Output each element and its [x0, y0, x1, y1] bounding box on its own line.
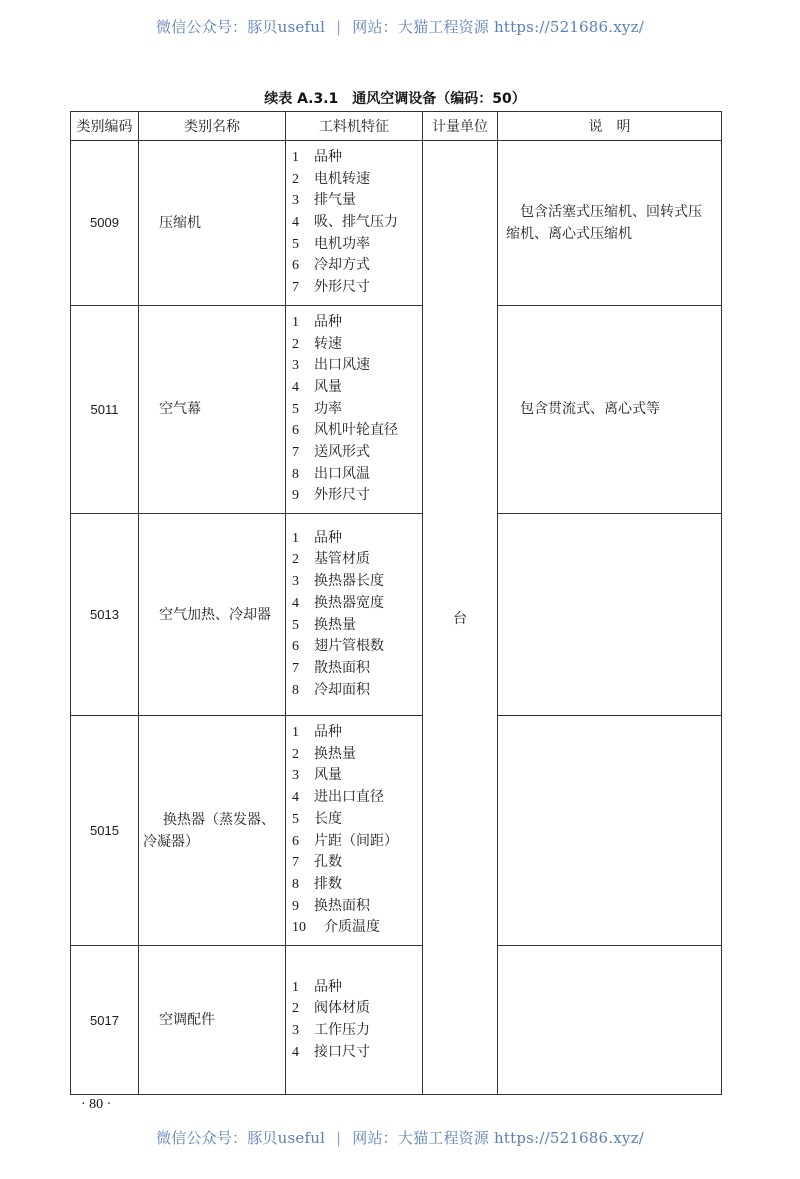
spec-table: [70, 111, 722, 1095]
feature-item: 6 翅片管根数: [292, 638, 384, 655]
feature-item: 4 换热器宽度: [292, 594, 384, 611]
watermark-bottom: [0, 1127, 800, 1148]
category-code: 5017: [71, 946, 139, 1095]
feature-item: 8 排数: [292, 875, 342, 892]
feature-item: 2 阀体材质: [292, 1000, 370, 1017]
table-row: [71, 514, 722, 716]
feature-item: 5 电机功率: [292, 235, 370, 252]
table-row: [71, 946, 722, 1095]
feature-item: 5 长度: [292, 810, 342, 827]
category-code: 5009: [71, 141, 139, 306]
watermark-website: 网站：大猫工程资源 https://521686.xyz/: [352, 1129, 644, 1147]
feature-item: 3 工作压力: [292, 1022, 370, 1038]
feature-item: 9 换热面积: [292, 897, 370, 914]
features-list: [292, 528, 418, 702]
feature-item: 3 换热器长度: [292, 573, 384, 590]
table-header-row: [71, 112, 722, 141]
watermark-separator: |: [336, 1129, 342, 1147]
feature-item: 2 换热量: [292, 745, 356, 762]
feature-item: 4 进出口直径: [292, 789, 384, 806]
features-cell: [286, 946, 423, 1095]
feature-item: 3 排气量: [292, 192, 356, 209]
watermark-website: 网站：大猫工程资源 https://521686.xyz/: [352, 18, 644, 36]
feature-item: 2 电机转速: [292, 170, 370, 187]
header-code: 类别编码: [71, 112, 139, 141]
header-unit: 计量单位: [423, 112, 498, 141]
feature-item: 7 送风形式: [292, 443, 370, 460]
category-name: 空气幕: [139, 305, 286, 513]
table-row: [71, 716, 722, 946]
feature-item: 8 冷却面积: [292, 681, 370, 698]
feature-item: 7 孔数: [292, 854, 342, 871]
unit-cell: 台: [423, 141, 498, 1095]
feature-item: 2 基管材质: [292, 551, 370, 568]
feature-item: 7 外形尺寸: [292, 279, 370, 296]
feature-item: 3 出口风速: [292, 357, 370, 374]
header-features: 工料机特征: [286, 112, 423, 141]
note-cell: [498, 716, 722, 946]
feature-item: 5 功率: [292, 400, 342, 417]
table-row: [71, 141, 722, 306]
category-name: 压缩机: [139, 141, 286, 306]
features-list: [292, 977, 418, 1064]
watermark-wechat: 微信公众号：豚贝useful: [156, 18, 326, 36]
note-cell: [498, 946, 722, 1095]
category-name: 空气加热、冷却器: [139, 514, 286, 716]
note-cell: 包含贯流式、离心式等: [498, 305, 722, 513]
watermark-wechat: 微信公众号：豚贝useful: [156, 1129, 326, 1147]
note-cell: 包含活塞式压缩机、回转式压缩机、离心式压缩机: [498, 141, 722, 306]
header-name: 类别名称: [139, 112, 286, 141]
feature-item: 1 品种: [292, 978, 342, 995]
category-code: 5011: [71, 305, 139, 513]
feature-item: 1 品种: [292, 313, 342, 330]
feature-item: 1 品种: [292, 149, 342, 165]
feature-item: 5 换热量: [292, 616, 356, 633]
features-list: [292, 147, 418, 299]
feature-item: 8 出口风温: [292, 465, 370, 482]
feature-item: 10 介质温度: [292, 919, 380, 936]
feature-item: 3 风量: [292, 767, 342, 784]
feature-item: 9 外形尺寸: [292, 487, 370, 504]
header-note: 说 明: [498, 112, 722, 141]
features-list: [292, 312, 418, 507]
table-title: 续表 A.3.1 通风空调设备（编码：50）: [264, 91, 526, 107]
feature-item: 6 风机叶轮直径: [292, 422, 398, 439]
feature-item: 1 品种: [292, 529, 342, 546]
feature-item: 4 接口尺寸: [292, 1043, 370, 1060]
feature-item: 6 片距（间距）: [292, 832, 398, 849]
watermark-top: [0, 16, 800, 37]
page-number: · 80 ·: [81, 1097, 112, 1112]
features-cell: [286, 514, 423, 716]
feature-item: 7 散热面积: [292, 659, 370, 676]
category-code: 5013: [71, 514, 139, 716]
category-name: 空调配件: [139, 946, 286, 1095]
watermark-separator: |: [336, 18, 342, 36]
features-cell: [286, 141, 423, 306]
features-cell: [286, 305, 423, 513]
features-cell: [286, 716, 423, 946]
category-code: 5015: [71, 716, 139, 946]
table-row: [71, 305, 722, 513]
feature-item: 6 冷却方式: [292, 257, 370, 274]
note-cell: [498, 514, 722, 716]
features-list: [292, 722, 418, 939]
feature-item: 4 风量: [292, 378, 342, 395]
feature-item: 1 品种: [292, 724, 342, 741]
feature-item: 2 转速: [292, 335, 342, 352]
category-name: 换热器（蒸发器、冷凝器）: [139, 716, 286, 946]
feature-item: 4 吸、排气压力: [292, 214, 398, 231]
